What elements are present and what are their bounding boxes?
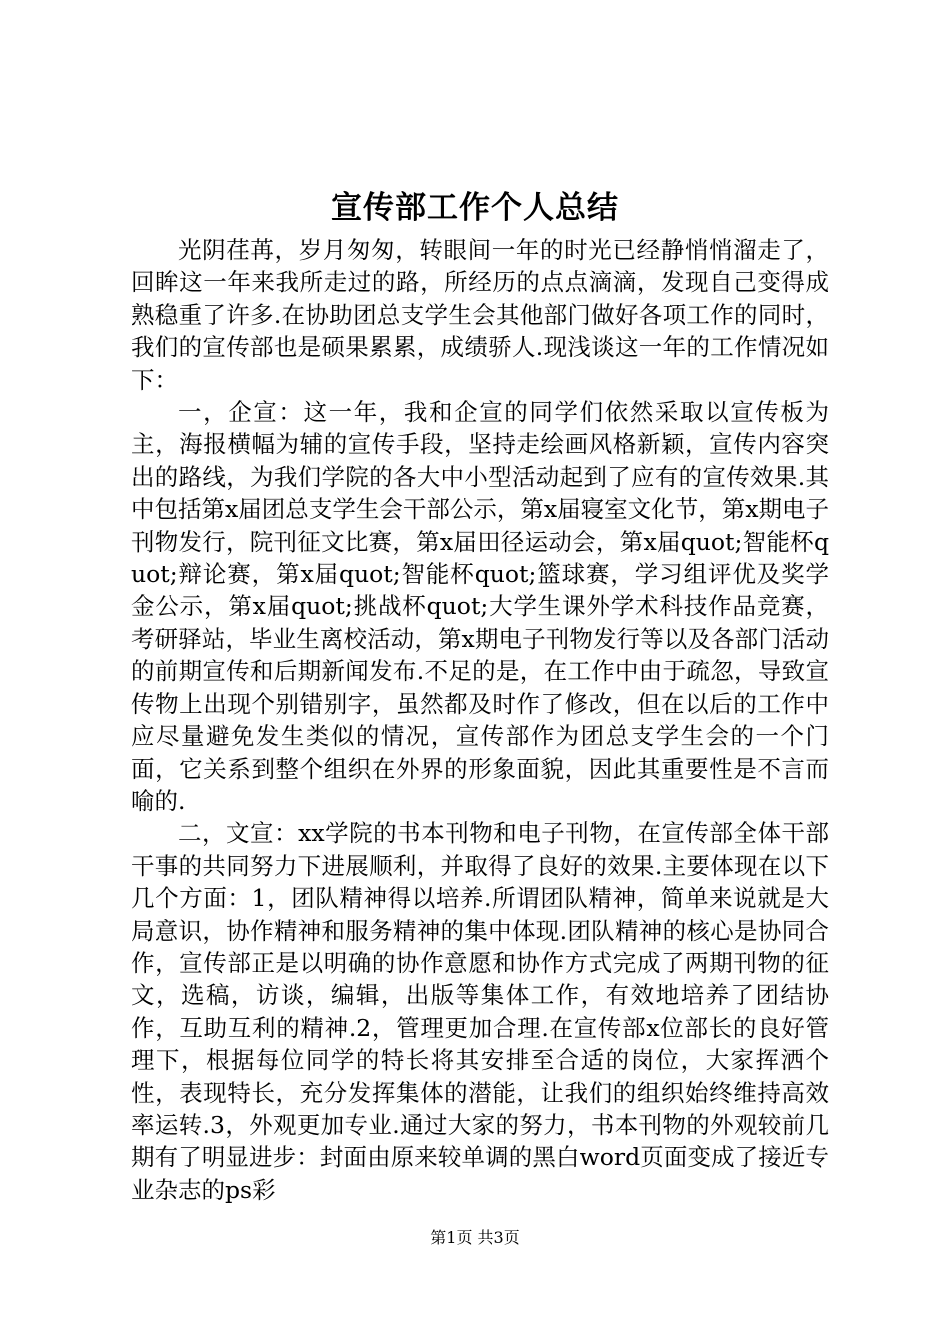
- document-title: 宣传部工作个人总结: [331, 190, 619, 226]
- paragraph-literary-publicity: 二，文宣：xx学院的书本刊物和电子刊物，在宣传部全体干部干事的共同努力下进展顺利，并取得了良好的效果.主要体现在以下几个方面：1，团队精神得以培养.所谓团队精神，简单来说就是大局意识，协作精神和服务精神的集中体现.团队精神的核心是协同合作，宣传部正是以明确的协作意愿和协作方式完成了两期刊物的征文，选稿，访谈，编辑，出版等集体工作，有效地培养了团结协作，互助互利的精神.2，管理更加合理.在宣传部x位部长的良好管理下，根据每位同学的特长将其安排至合适的岗位，大家挥洒个性，表现特长，充分发挥集体的潜能，让我们的组织始终维持高效率运转.3，外观更加专业.通过大家的努力，书本刊物的外观较前几期有了明显进步：封面由原来较单调的黑白word页面变成了接近专业杂志的ps彩: [131, 819, 829, 1204]
- paragraph-enterprise-publicity: 一，企宣：这一年，我和企宣的同学们依然采取以宣传板为主，海报横幅为辅的宣传手段，坚持走绘画风格新颖，宣传内容突出的路线，为我们学院的各大中小型活动起到了应有的宣传效果.其中包括第x届团总支学生会干部公示，第x届寝室文化节，第x期电子刊物发行，院刊征文比赛，第x届田径运动会，第x届quot;智能杯quot;辩论赛，第x届quot;智能杯quot;篮球赛，学习组评优及奖学金公示，第x届quot;挑战杯quot;大学生课外学术科技作品竞赛，考研驿站，毕业生离校活动，第x期电子刊物发行等以及各部门活动的前期宣传和后期新闻发布.不足的是，在工作中由于疏忽，导致宣传物上出现个别错别字，虽然都及时作了修改，但在以后的工作中应尽量避免发生类似的情况，宣传部作为团总支学生会的一个门面，它关系到整个组织在外界的形象面貌，因此其重要性是不言而喻的.: [131, 398, 829, 815]
- page-number-footer: 第1页 共3页: [430, 1228, 520, 1247]
- document-body: [131, 234, 829, 1206]
- paragraph-intro: 光阴荏苒，岁月匆匆，转眼间一年的时光已经静悄悄溜走了，回眸这一年来我所走过的路，所经历的点点滴滴，发现自己变得成熟稳重了许多.在协助团总支学生会其他部门做好各项工作的同时，我们的宣传部也是硕果累累，成绩骄人.现浅谈这一年的工作情况如下：: [131, 236, 829, 394]
